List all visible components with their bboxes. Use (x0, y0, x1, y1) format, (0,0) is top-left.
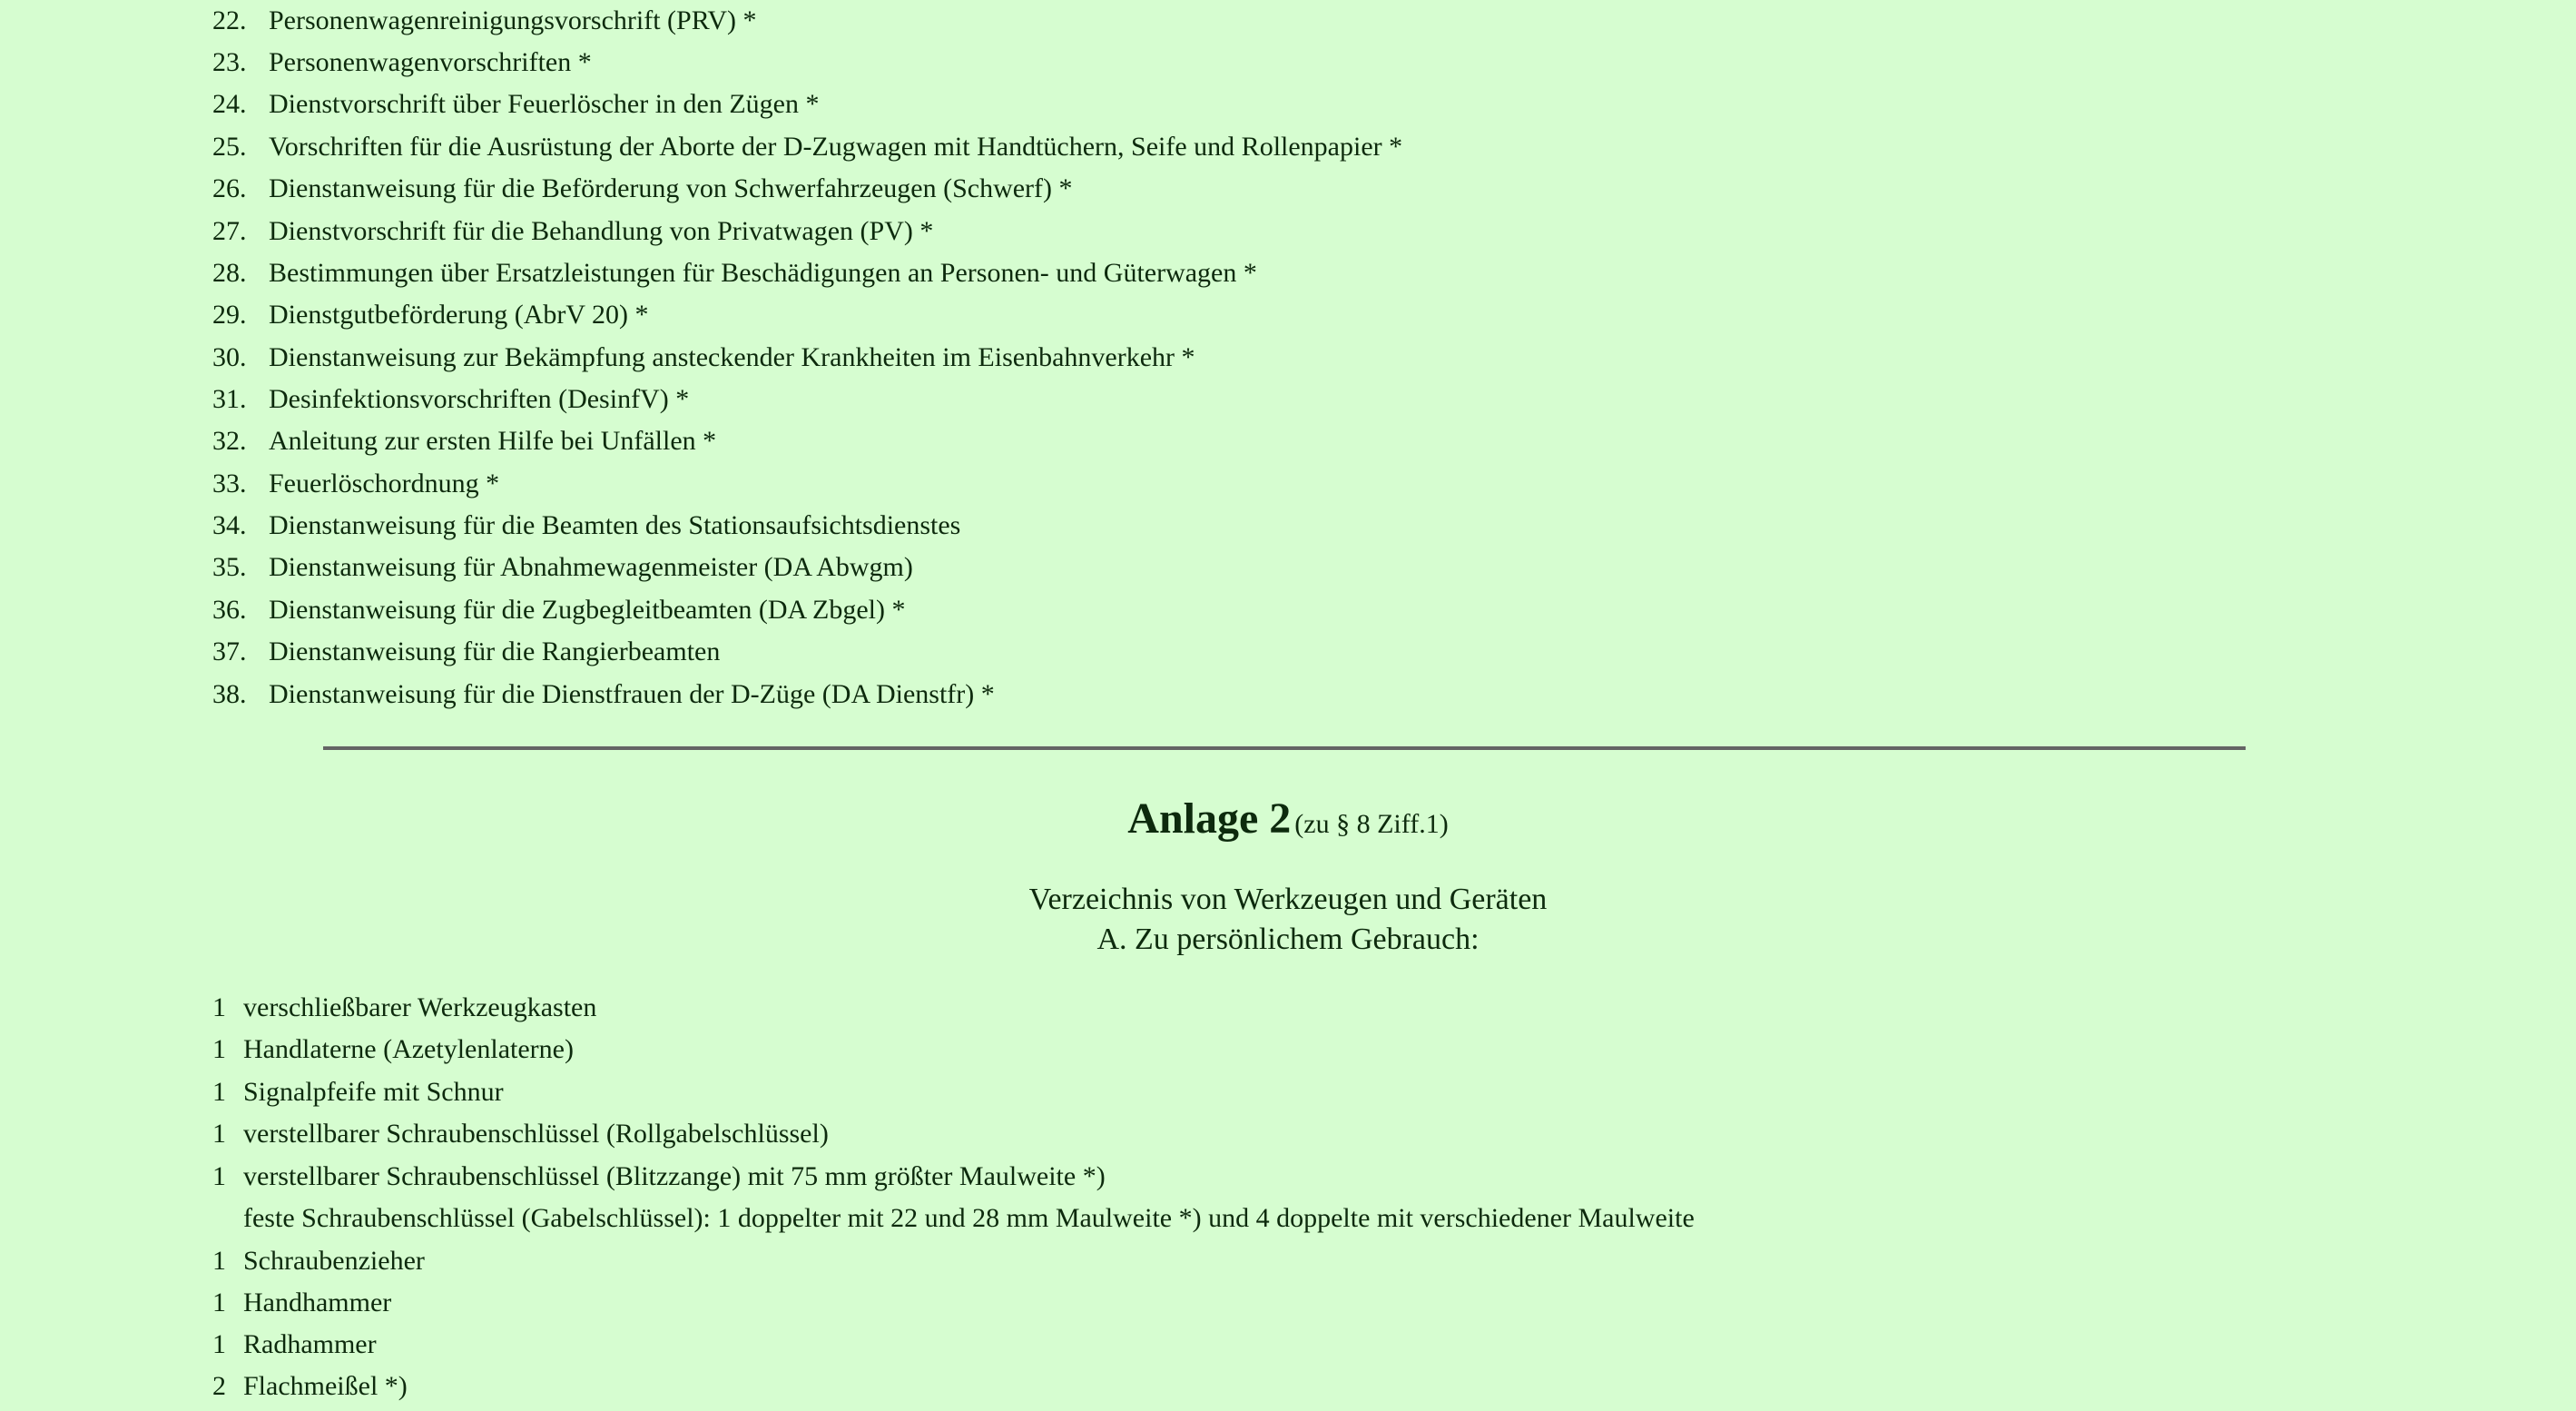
tool-name: Handlaterne (Azetylenlaterne) (243, 1034, 574, 1064)
list-item-text: Dienstanweisung für die Rangierbeamten (269, 636, 721, 666)
tool-name: Schraubenzieher (243, 1246, 425, 1276)
list-item-text: Dienstanweisung für die Beamten des Stationsaufsichtsdienstes (269, 510, 961, 540)
list-item-number: 23. (212, 47, 247, 77)
appendix-section-title: A. Zu persönlichem Gebrauch: (1096, 923, 1480, 956)
list-item-text: Dienstgutbeförderung (AbrV 20) * (269, 300, 649, 330)
list-item-text: Dienstvorschrift für die Behandlung von Privatwagen (PV) * (269, 216, 934, 246)
tool-name: verschließbarer Werkzeugkasten (243, 992, 597, 1022)
tool-name: verstellbarer Schraubenschlüssel (Blitzzange) mit 75 mm größter Maulweite *) (243, 1161, 1106, 1191)
list-item-number: 29. (212, 300, 247, 330)
list-item-number: 36. (212, 595, 247, 625)
tool-quantity: 1 (212, 1329, 226, 1359)
list-item-text: Dienstvorschrift über Feuerlöscher in den Zügen * (269, 89, 820, 119)
list-item-number: 22. (212, 5, 247, 35)
list-item-number: 31. (212, 384, 247, 414)
list-item-text: Bestimmungen über Ersatzleistungen für Beschädigungen an Personen- und Güterwagen * (269, 258, 1257, 288)
list-item-text: Dienstanweisung für Abnahmewagenmeister (DA Abwgm) (269, 552, 913, 582)
list-item-number: 27. (212, 216, 247, 246)
tool-quantity: 1 (212, 1034, 226, 1064)
list-item-text: Dienstanweisung für die Beförderung von Schwerfahrzeugen (Schwerf) * (269, 173, 1073, 203)
list-item-text: Personenwagenvorschriften * (269, 47, 592, 77)
tool-quantity: 1 (212, 1288, 226, 1317)
appendix-heading (0, 794, 2576, 844)
list-item-text: Personenwagenreinigungsvorschrift (PRV) * (269, 5, 757, 35)
horizontal-divider (323, 746, 2246, 750)
tool-quantity: 1 (212, 1161, 226, 1191)
tool-name: Radhammer (243, 1329, 377, 1359)
list-item-number: 34. (212, 510, 247, 540)
list-item-number: 28. (212, 258, 247, 288)
tool-name: Handhammer (243, 1288, 392, 1317)
list-item-number: 38. (212, 679, 247, 709)
list-item-text: Dienstanweisung für die Zugbegleitbeamten (DA Zbgel) * (269, 595, 906, 625)
appendix-title: Anlage 2 (1127, 794, 1292, 843)
tool-quantity: 1 (212, 1119, 226, 1149)
list-item-text: Vorschriften für die Ausrüstung der Aborte der D-Zugwagen mit Handtüchern, Seife und Rollenpapier * (269, 132, 1403, 162)
list-item-number: 30. (212, 342, 247, 372)
list-item-number: 24. (212, 89, 247, 119)
tool-quantity: 1 (212, 992, 226, 1022)
list-item-text: Dienstanweisung zur Bekämpfung ansteckender Krankheiten im Eisenbahnverkehr * (269, 342, 1195, 372)
tool-name: Flachmeißel *) (243, 1371, 408, 1401)
list-item-number: 25. (212, 132, 247, 162)
list-item-number: 26. (212, 173, 247, 203)
appendix-subtitle: Verzeichnis von Werkzeugen und Geräten (1028, 883, 1548, 916)
list-item-text: Feuerlöschordnung * (269, 469, 500, 498)
list-item-number: 33. (212, 469, 247, 498)
list-item-number: 37. (212, 636, 247, 666)
appendix-reference: (zu § 8 Ziff.1) (1294, 809, 1449, 839)
tool-name: Signalpfeife mit Schnur (243, 1077, 504, 1107)
tool-name: verstellbarer Schraubenschlüssel (Rollgabelschlüssel) (243, 1119, 829, 1149)
list-item-text: Desinfektionsvorschriften (DesinfV) * (269, 384, 690, 414)
tool-name: feste Schraubenschlüssel (Gabelschlüssel): 1 doppelter mit 22 und 28 mm Maulweite *) und 4 doppelte mit verschiedener Maulweite (243, 1203, 1695, 1233)
list-item-text: Anleitung zur ersten Hilfe bei Unfällen * (269, 426, 717, 456)
list-item-text: Dienstanweisung für die Dienstfrauen der D-Züge (DA Dienstfr) * (269, 679, 995, 709)
tool-quantity: 2 (212, 1371, 226, 1401)
tool-quantity: 1 (212, 1246, 226, 1276)
list-item-number: 35. (212, 552, 247, 582)
tool-quantity: 1 (212, 1077, 226, 1107)
list-item-number: 32. (212, 426, 247, 456)
